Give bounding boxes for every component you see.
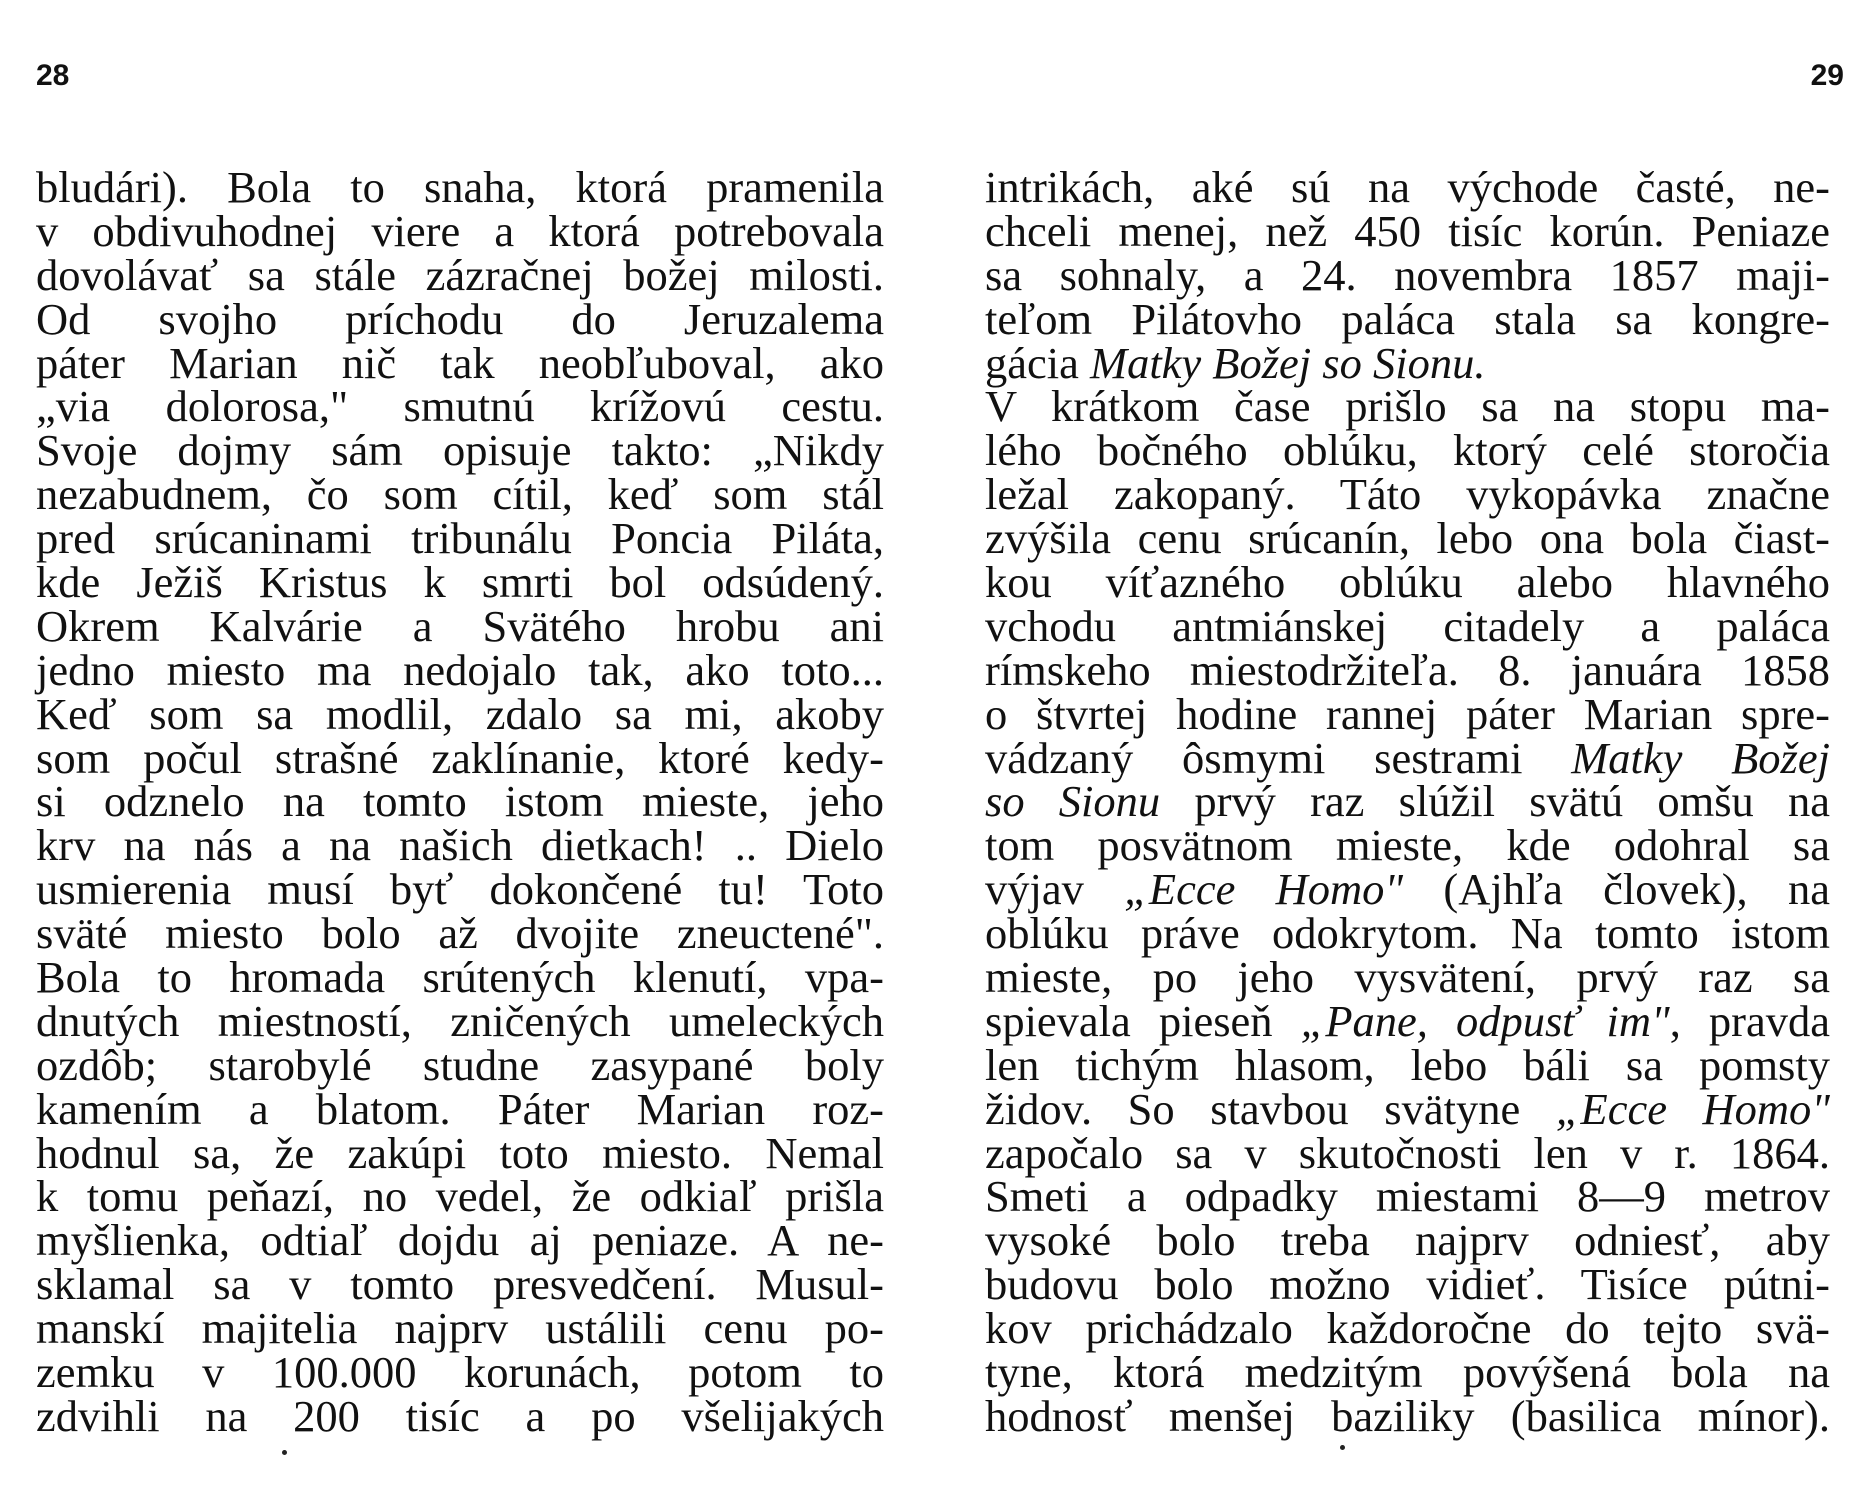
print-speck bbox=[282, 1450, 287, 1455]
text-line: len tichým hlasom, lebo báli sa pomsty bbox=[985, 1039, 1830, 1090]
text-line bbox=[985, 732, 1830, 783]
italic-name: Matky Božej bbox=[1571, 732, 1830, 783]
text-line: sa sohnaly, a 24. novembra 1857 maji- bbox=[985, 249, 1830, 300]
text-line bbox=[985, 776, 1830, 827]
text-line: dovolávať sa stále zázračnej božej milosti. bbox=[36, 249, 884, 300]
text-line: vysoké bolo treba najprv odniesť, aby bbox=[985, 1215, 1830, 1266]
text-line: v obdivuhodnej viere a ktorá potrebovala bbox=[36, 205, 884, 256]
text-line: zvýšila cenu srúcanín, lebo ona bola čiast- bbox=[985, 513, 1830, 564]
text-run: spievala pieseň bbox=[985, 995, 1301, 1046]
text-line: hodnul sa, že zakúpi toto miesto. Nemal bbox=[36, 1127, 884, 1178]
text-line: kde Ježiš Kristus k smrti bol odsúdený. bbox=[36, 557, 884, 608]
text-line bbox=[985, 1083, 1830, 1134]
text-line: Bola to hromada srútených klenutí, vpa- bbox=[36, 952, 884, 1003]
text-line: krv na nás a na našich dietkach! .. Dielo bbox=[36, 820, 884, 871]
italic-name: „Ecce Homo" bbox=[1555, 1083, 1830, 1134]
text-line: lého bočného oblúku, ktorý celé storočia bbox=[985, 425, 1830, 476]
text-line: o štvrtej hodine rannej páter Marian spre- bbox=[985, 688, 1830, 739]
text-line: sväté miesto bolo až dvojite zneuctené". bbox=[36, 908, 884, 959]
text-line: Keď som sa modlil, zdalo sa mi, akoby bbox=[36, 688, 884, 739]
text-line: hodnosť menšej baziliky (basilica mínor). bbox=[985, 1390, 1830, 1441]
text-line: k tomu peňazí, no vedel, že odkiaľ prišla bbox=[36, 1171, 884, 1222]
italic-name: „Pane, odpusť im" bbox=[1300, 995, 1670, 1046]
text-line: myšlienka, odtiaľ dojdu aj peniaze. A ne- bbox=[36, 1215, 884, 1266]
print-speck bbox=[1340, 1445, 1345, 1450]
text-line: V krátkom čase prišlo sa na stopu ma- bbox=[985, 381, 1830, 432]
text-run: , pravda bbox=[1669, 995, 1830, 1046]
text-line: zdvihli na 200 tisíc a po všelijakých bbox=[36, 1390, 884, 1441]
text-line: kou víťazného oblúku alebo hlavného bbox=[985, 557, 1830, 608]
text-line: Okrem Kalvárie a Svätého hrobu ani bbox=[36, 600, 884, 651]
left-page-text bbox=[36, 162, 884, 1441]
text-line bbox=[985, 864, 1830, 915]
text-line: Od svojho príchodu do Jeruzalema bbox=[36, 293, 884, 344]
text-line: kamením a blatom. Páter Marian roz- bbox=[36, 1083, 884, 1134]
page-number-right: 29 bbox=[1810, 59, 1844, 92]
text-run: prvý raz slúžil svätú omšu na bbox=[1160, 776, 1830, 827]
text-line: kov prichádzalo každoročne do tejto svä- bbox=[985, 1303, 1830, 1354]
text-line bbox=[985, 337, 1830, 388]
text-line: jedno miesto ma nedojalo tak, ako toto... bbox=[36, 644, 884, 695]
text-run: vádzaný ôsmymi sestrami bbox=[985, 732, 1572, 783]
text-line: dnutých miestností, zničených umeleckých bbox=[36, 995, 884, 1046]
text-line: chceli menej, než 450 tisíc korún. Peniaze bbox=[985, 205, 1830, 256]
text-line: intrikách, aké sú na východe časté, ne- bbox=[985, 162, 1830, 212]
text-line: sklamal sa v tomto presvedčení. Musul- bbox=[36, 1259, 884, 1310]
text-line: oblúku práve odokrytom. Na tomto istom bbox=[985, 908, 1830, 959]
text-line: ozdôb; starobylé studne zasypané boly bbox=[36, 1039, 884, 1090]
text-line: ležal zakopaný. Táto vykopávka značne bbox=[985, 469, 1830, 520]
text-line: tyne, ktorá medzitým povýšená bola na bbox=[985, 1347, 1830, 1398]
text-line: bludári). Bola to snaha, ktorá pramenila bbox=[36, 162, 884, 212]
text-line: usmierenia musí byť dokončené tu! Toto bbox=[36, 864, 884, 915]
text-line: Svoje dojmy sám opisuje takto: „Nikdy bbox=[36, 425, 884, 476]
text-line: započalo sa v skutočnosti len v r. 1864. bbox=[985, 1127, 1830, 1178]
text-line: manskí majitelia najprv ustálili cenu po- bbox=[36, 1303, 884, 1354]
italic-name: Matky Božej so Sionu. bbox=[1090, 337, 1486, 388]
text-run: výjav bbox=[985, 864, 1125, 915]
page-number-left: 28 bbox=[36, 59, 70, 92]
text-line: si odznelo na tomto istom mieste, jeho bbox=[36, 776, 884, 827]
text-run: židov. So stavbou svätyne bbox=[985, 1083, 1556, 1134]
text-line: pred srúcaninami tribunálu Poncia Piláta, bbox=[36, 513, 884, 564]
italic-name: „Ecce Homo" bbox=[1124, 864, 1404, 915]
text-line: som počul strašné zaklínanie, ktoré kedy- bbox=[36, 732, 884, 783]
right-page-text bbox=[985, 162, 1830, 1441]
text-line: tom posvätnom mieste, kde odohral sa bbox=[985, 820, 1830, 871]
text-line: páter Marian nič tak neobľuboval, ako bbox=[36, 337, 884, 388]
text-line: vchodu antmiánskej citadely a paláca bbox=[985, 600, 1830, 651]
text-line: „via dolorosa," smutnú krížovú cestu. bbox=[36, 381, 884, 432]
text-line: teľom Pilátovho paláca stala sa kongre- bbox=[985, 293, 1830, 344]
text-line bbox=[985, 995, 1830, 1046]
text-line: Smeti a odpadky miestami 8—9 metrov bbox=[985, 1171, 1830, 1222]
text-line: mieste, po jeho vysvätení, prvý raz sa bbox=[985, 952, 1830, 1003]
text-line: rímskeho miestodržiteľa. 8. januára 1858 bbox=[985, 644, 1830, 695]
italic-name: so Sionu bbox=[985, 776, 1161, 827]
text-line: nezabudnem, čo som cítil, keď som stál bbox=[36, 469, 884, 520]
text-run: gácia bbox=[985, 337, 1090, 388]
text-line: zemku v 100.000 korunách, potom to bbox=[36, 1347, 884, 1398]
text-line: budovu bolo možno vidieť. Tisíce pútni- bbox=[985, 1259, 1830, 1310]
text-run: (Ajhľa človek), na bbox=[1403, 864, 1830, 915]
